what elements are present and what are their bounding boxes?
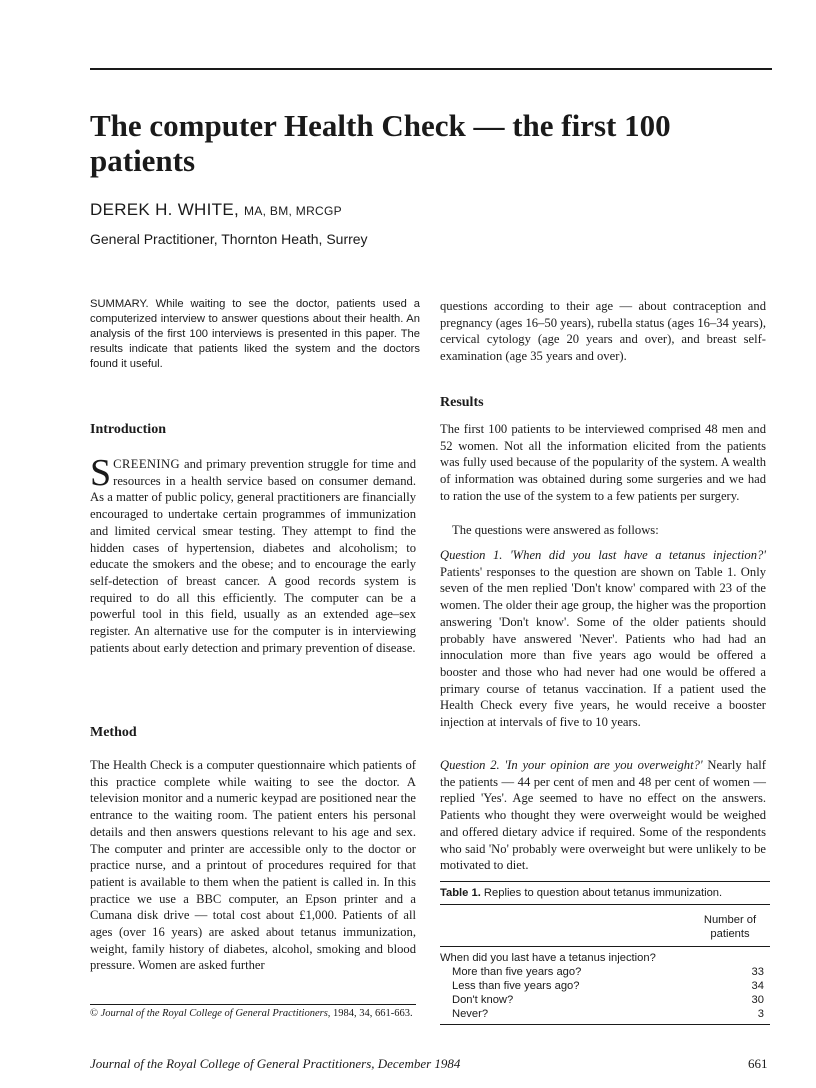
table-row-label: More than five years ago? [452, 966, 582, 978]
question-2-text: Nearly half the patients — 44 per cent of men and 48 per cent of women — replied 'Yes'. Age seemed to have no effect on the answers. Patients who thought they were overweight would be weighed and offered dietary advice if required. Some of the respondents who said 'No' probably were overweight but were unlikely to be motivated to diet. [440, 758, 766, 873]
question-1-text: Patients' responses to the question are shown on Table 1. Only seven of the men replied 'Don't know' compared with 23 of the women. The older their age group, the higher was the proportion answering 'Don't know'. Some of the older patients should probably have answered 'Never'. Patients who had had an innoculation more than five years ago would be offered a booster and those who had never had one would be offered a primary course of tetanus vaccination. If a patient used the Health Check every five years, he would receive a booster injection at intervals of five to 10 years. [440, 564, 766, 730]
table-row-value: 30 [751, 994, 764, 1006]
table-row-label: Less than five years ago? [452, 980, 580, 992]
method-heading: Method [90, 725, 137, 740]
results-paragraph-2: The questions were answered as follows: [452, 523, 659, 537]
question-2-paragraph [440, 757, 766, 874]
author-name: DEREK H. WHITE, [90, 200, 240, 219]
introduction-lead: CREENING [113, 457, 181, 471]
table-question: When did you last have a tetanus injection? [440, 952, 656, 964]
copyright-footnote [90, 1008, 416, 1020]
table-column-header [690, 913, 770, 941]
summary: SUMMARY. While waiting to see the doctor, patients used a computerized interview to answer questions about their health. An analysis of the first 100 interviews is presented in this paper. The results indicate that patients liked the system and the doctors found it useful. [90, 298, 420, 370]
author-qualifications: MA, BM, MRCGP [244, 204, 342, 218]
question-1-paragraph [440, 547, 766, 731]
introduction-text [90, 452, 416, 656]
introduction-heading: Introduction [90, 422, 166, 437]
results-paragraph-1: The first 100 patients to be interviewed comprised 48 men and 52 women. Not all the information elicited from the patients was fully used because of the popularity of the system. A wealth of information was obtained during some surgeries and we had to ration the use of the system to a few patients per surgery. [440, 422, 766, 503]
article-title: The computer Health Check — the first 100 patients [90, 108, 671, 178]
author [90, 200, 342, 220]
method-continued-text: questions according to their age — about contraception and pregnancy (ages 16–50 years), rubella status (ages 16–34 years), cervical cytology (age 20 years and over), and breast self-examination (age 35 years and over). [440, 299, 766, 364]
author-affiliation: General Practitioner, Thornton Heath, Surrey [90, 231, 368, 247]
footnote-rule [90, 1004, 416, 1005]
table-row-value: 34 [751, 980, 764, 992]
introduction-body: and primary prevention struggle for time and resources in a health service based on consumer demand. As a matter of public policy, general practitioners are financially encouraged to undertake certain programmes of immunization and limited cervical smear testing. They attempt to find the hidden cases of hypertension, diabetes and alcoholism; to educate the smokers and the obese; and to encourage the early self-detection of breast cancer. A good records system is required to do all this efficiently. The computer can be a powerful tool in this field, usually as an extended age–sex register. An alternative use for the computer is in interviewing patients about early detection and primary prevention of disease. [90, 457, 416, 655]
question-2-label: Question 2. 'In your opinion are you overweight?' [440, 758, 703, 772]
top-rule [90, 68, 772, 70]
copyright-symbol: © [90, 1008, 98, 1019]
footnote-journal: Journal of the Royal College of General Practitioners, [97, 1008, 331, 1019]
table-top-rule [440, 881, 770, 882]
table-row-value: 33 [751, 966, 764, 978]
dropcap: S [90, 452, 112, 494]
table-title [440, 887, 770, 899]
table-column-header-line-2: patients [710, 928, 750, 940]
table-subheader-rule [440, 946, 770, 947]
running-footer: Journal of the Royal College of General Practitioners, December 1984 [90, 1056, 461, 1071]
results-heading: Results [440, 395, 484, 410]
table-column-header-line-1: Number of [703, 914, 757, 926]
footnote-citation: 1984, 34, 661-663. [330, 1008, 413, 1019]
table-bottom-rule [440, 1024, 770, 1025]
page-number: 661 [748, 1056, 768, 1071]
question-1-label: Question 1. 'When did you last have a tetanus injection?' [440, 548, 766, 562]
table-row-label: Never? [452, 1008, 489, 1020]
table-row-label: Don't know? [452, 994, 514, 1006]
table-label: Table 1. [440, 887, 481, 899]
table-caption: Replies to question about tetanus immunization. [480, 887, 723, 899]
method-text: The Health Check is a computer questionnaire which patients of this practice complete while waiting to see the doctor. A television monitor and a numeric keypad are positioned near the entrance to the waiting room. The patient enters his personal details and then answers questions relevant to his age and sex. The computer and printer are accessible only to the doctor or practice nurse, and a printout of procedures required for that patient is available to them when the patient is called in. In this practice we use a BBC computer, an Epson printer and a Cumana disk drive — total cost about £1,000. Patients of all ages (over 16 years) are asked about tetanus immunization, weight, family history of diabetes, alcohol, smoking and blood pressure. Women are asked further [90, 758, 416, 973]
table-header-rule [440, 904, 770, 905]
table-row-value: 3 [757, 1008, 764, 1020]
